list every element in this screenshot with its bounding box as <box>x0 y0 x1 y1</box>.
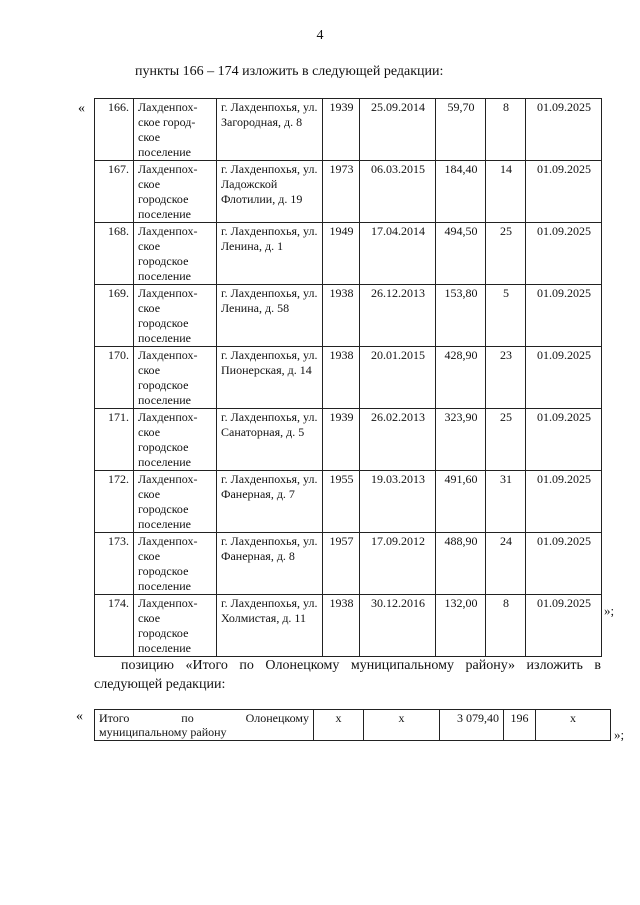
date-cell: 17.04.2014 <box>360 223 436 285</box>
total-count-cell: 196 <box>504 710 536 741</box>
area-cell: 59,70 <box>436 99 486 161</box>
address-cell: г. Лахденпохья, ул. Фанерная, д. 8 <box>217 533 323 595</box>
deadline-cell: 01.09.2025 <box>526 471 602 533</box>
year-cell: 1957 <box>323 533 360 595</box>
address-cell: г. Лахденпохья, ул. Санаторная, д. 5 <box>217 409 323 471</box>
date-cell: 25.09.2014 <box>360 99 436 161</box>
year-cell: 1938 <box>323 347 360 409</box>
deadline-cell: 01.09.2025 <box>526 595 602 657</box>
row-number-cell: 173. <box>95 533 134 595</box>
row-number-cell: 166. <box>95 99 134 161</box>
count-cell: 24 <box>486 533 526 595</box>
area-cell: 132,00 <box>436 595 486 657</box>
open-quote-total: « <box>76 709 83 724</box>
municipality-cell: Лахденпох-ское городское поселение <box>134 595 217 657</box>
area-cell: 184,40 <box>436 161 486 223</box>
total-col2-cell: х <box>364 710 440 741</box>
address-cell: г. Лахденпохья, ул. Холмистая, д. 11 <box>217 595 323 657</box>
table-row <box>95 347 602 409</box>
row-number-cell: 171. <box>95 409 134 471</box>
area-cell: 323,90 <box>436 409 486 471</box>
paragraph-line-2: следующей редакции: <box>94 677 226 692</box>
table-row <box>95 161 602 223</box>
close-quote-main: »; <box>604 603 615 618</box>
date-cell: 06.03.2015 <box>360 161 436 223</box>
deadline-cell: 01.09.2025 <box>526 347 602 409</box>
total-col3-cell: х <box>536 710 611 741</box>
total-label-line-1: Итого по Олонецкому <box>99 711 309 725</box>
area-cell: 491,60 <box>436 471 486 533</box>
municipality-cell: Лахденпох-ское городское поселение <box>134 471 217 533</box>
municipality-cell: Лахденпох-ское городское поселение <box>134 533 217 595</box>
total-col1-cell: х <box>314 710 364 741</box>
year-cell: 1938 <box>323 595 360 657</box>
year-cell: 1973 <box>323 161 360 223</box>
buildings-table <box>94 98 602 657</box>
total-label-line-2: муниципальному району <box>99 725 227 739</box>
date-cell: 30.12.2016 <box>360 595 436 657</box>
intro-text: пункты 166 – 174 изложить в следующей редакции: <box>135 64 444 79</box>
deadline-cell: 01.09.2025 <box>526 533 602 595</box>
address-cell: г. Лахденпохья, ул. Фанерная, д. 7 <box>217 471 323 533</box>
address-cell: г. Лахденпохья, ул. Загородная, д. 8 <box>217 99 323 161</box>
total-instruction-paragraph <box>94 656 601 694</box>
year-cell: 1939 <box>323 409 360 471</box>
row-number-cell: 174. <box>95 595 134 657</box>
deadline-cell: 01.09.2025 <box>526 99 602 161</box>
paragraph-line-1: позицию «Итого по Олонецкому муниципальному району» изложить в <box>121 658 601 673</box>
year-cell: 1938 <box>323 285 360 347</box>
open-quote-main: « <box>78 101 85 116</box>
address-cell: г. Лахденпохья, ул. Ленина, д. 58 <box>217 285 323 347</box>
row-number-cell: 167. <box>95 161 134 223</box>
deadline-cell: 01.09.2025 <box>526 223 602 285</box>
row-number-cell: 172. <box>95 471 134 533</box>
row-number-cell: 168. <box>95 223 134 285</box>
page-number: 4 <box>316 28 324 43</box>
address-cell: г. Лахденпохья, ул. Пионерская, д. 14 <box>217 347 323 409</box>
count-cell: 8 <box>486 595 526 657</box>
table-row <box>95 533 602 595</box>
municipality-cell: Лахденпох-ское городское поселение <box>134 161 217 223</box>
date-cell: 26.02.2013 <box>360 409 436 471</box>
year-cell: 1939 <box>323 99 360 161</box>
date-cell: 26.12.2013 <box>360 285 436 347</box>
date-cell: 19.03.2013 <box>360 471 436 533</box>
municipality-cell: Лахденпох-ское городское поселение <box>134 285 217 347</box>
year-cell: 1949 <box>323 223 360 285</box>
area-cell: 488,90 <box>436 533 486 595</box>
count-cell: 31 <box>486 471 526 533</box>
total-area-cell: 3 079,40 <box>440 710 504 741</box>
year-cell: 1955 <box>323 471 360 533</box>
table-row <box>95 285 602 347</box>
row-number-cell: 169. <box>95 285 134 347</box>
row-number-cell: 170. <box>95 347 134 409</box>
table-row <box>95 223 602 285</box>
deadline-cell: 01.09.2025 <box>526 409 602 471</box>
total-row <box>95 710 611 741</box>
count-cell: 25 <box>486 223 526 285</box>
date-cell: 17.09.2012 <box>360 533 436 595</box>
count-cell: 8 <box>486 99 526 161</box>
close-quote-total: »; <box>614 727 625 742</box>
table-row <box>95 99 602 161</box>
municipality-cell: Лахденпох-ское город-ское поселение <box>134 99 217 161</box>
total-table <box>94 709 611 741</box>
municipality-cell: Лахденпох-ское городское поселение <box>134 347 217 409</box>
table-row <box>95 595 602 657</box>
address-cell: г. Лахденпохья, ул. Ленина, д. 1 <box>217 223 323 285</box>
deadline-cell: 01.09.2025 <box>526 161 602 223</box>
area-cell: 153,80 <box>436 285 486 347</box>
count-cell: 23 <box>486 347 526 409</box>
table-row <box>95 471 602 533</box>
deadline-cell: 01.09.2025 <box>526 285 602 347</box>
area-cell: 494,50 <box>436 223 486 285</box>
total-label-cell <box>95 710 314 741</box>
count-cell: 25 <box>486 409 526 471</box>
table-row <box>95 409 602 471</box>
area-cell: 428,90 <box>436 347 486 409</box>
date-cell: 20.01.2015 <box>360 347 436 409</box>
municipality-cell: Лахденпох-ское городское поселение <box>134 409 217 471</box>
municipality-cell: Лахденпох-ское городское поселение <box>134 223 217 285</box>
count-cell: 14 <box>486 161 526 223</box>
address-cell: г. Лахденпохья, ул. Ладожской Флотилии, д. 19 <box>217 161 323 223</box>
count-cell: 5 <box>486 285 526 347</box>
